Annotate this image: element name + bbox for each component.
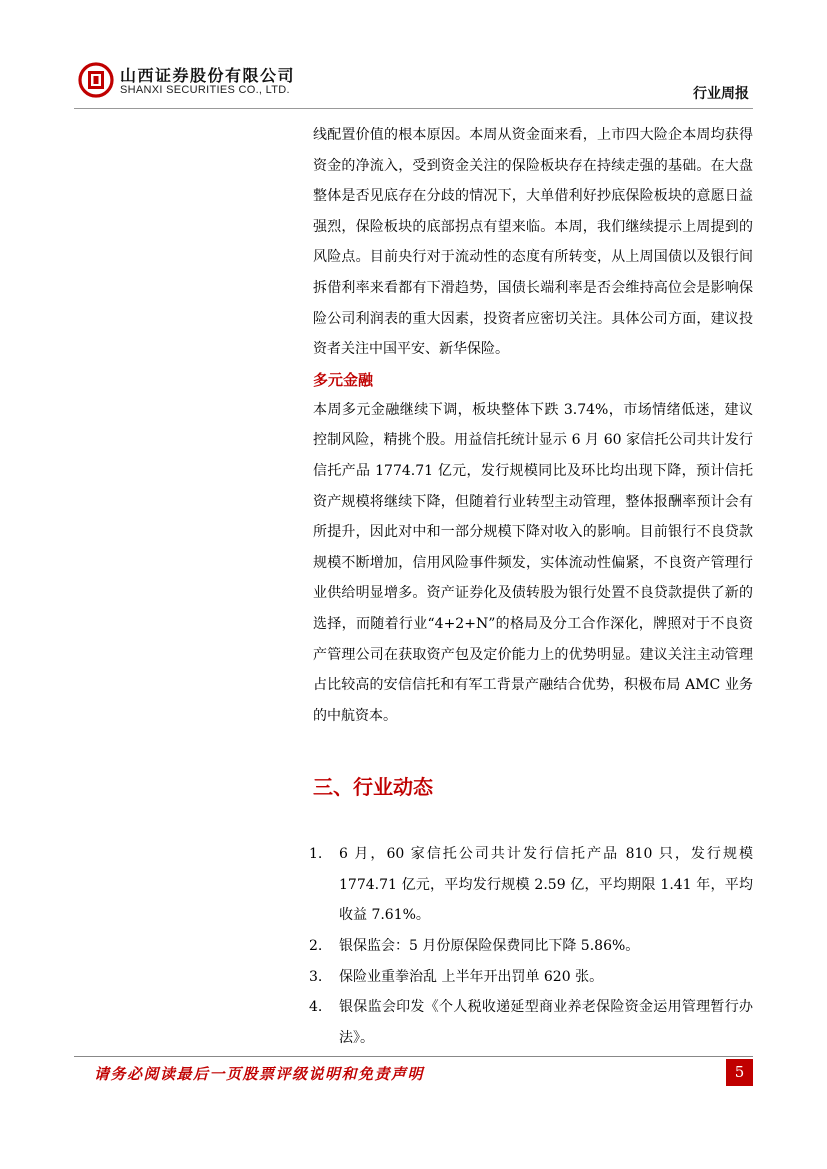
news-text: 银保监会印发《个人税收递延型商业养老保险资金运用管理暂行办法》。	[339, 999, 753, 1046]
company-name-cn: 山西证券股份有限公司	[120, 66, 296, 85]
news-text: 银保监会：5 月份原保险保费同比下降 5.86%。	[339, 938, 640, 955]
news-text: 保险业重拳治乱 上半年开出罚单 620 张。	[339, 968, 604, 985]
footer-divider	[74, 1056, 753, 1057]
industry-news-heading: 三、行业动态	[313, 775, 433, 800]
news-number: 4.	[309, 999, 323, 1016]
news-number: 3.	[309, 968, 323, 985]
disclaimer-note: 请务必阅读最后一页股票评级说明和免责声明	[94, 1065, 425, 1083]
diversified-finance-heading: 多元金融	[313, 370, 374, 389]
main-content	[309, 120, 753, 1053]
header-divider	[74, 108, 753, 109]
news-item	[309, 839, 753, 931]
news-item	[309, 992, 753, 1053]
company-logo-icon	[78, 62, 114, 98]
news-item	[309, 931, 753, 962]
news-number: 1.	[309, 846, 323, 863]
news-item	[309, 962, 753, 993]
report-type: 行业周报	[693, 86, 749, 102]
news-text: 6 月，60 家信托公司共计发行信托产品 810 只，发行规模 1774.71 亿元，平均发行规模 2.59 亿，平均期限 1.41 年，平均收益 7.61%。	[339, 846, 753, 924]
industry-news-list	[309, 839, 753, 1053]
company-name-en: SHANXI SECURITIES CO., LTD.	[120, 84, 290, 96]
diversified-finance-paragraph: 本周多元金融继续下调，板块整体下跌 3.74%，市场情绪低迷，建议控制风险，精挑个股。用益信托统计显示 6 月 60 家信托公司共计发行信托产品 1774.71 亿元，发行规模同比及环比均出现下降，预计信托资产规模将继续下降，但随着行业转型主动管理，整体报酬率预计会有所提升，因此对中和一部分规模下降对收入的影响。目前银行不良贷款规模不断增加，信用风险事件频发，实体流动性偏紧，不良资产管理行业供给明显增多。资产证券化及债转股为银行处置不良贷款提供了新的选择，而随着行业“4+2+N”的格局及分工合作深化，牌照对于不良资产管理公司在获取资产包及定价能力上的优势明显。建议关注主动管理占比较高的安信信托和有军工背景产融结合优势，积极布局 AMC 业务的中航资本。	[313, 401, 753, 724]
page-number: 5	[726, 1059, 753, 1086]
news-number: 2.	[309, 938, 323, 955]
insurance-paragraph: 线配置价值的根本原因。本周从资金面来看，上市四大险企本周均获得资金的净流入，受到资金关注的保险板块存在持续走强的基础。在大盘整体是否见底存在分歧的情况下，大单借利好抄底保险板块的意愿日益强烈，保险板块的底部拐点有望来临。本周，我们继续提示上周提到的风险点。目前央行对于流动性的态度有所转变，从上周国债以及银行间拆借利率来看都有下滑趋势，国债长端利率是否会维持高位会是影响保险公司利润表的重大因素，投资者应密切关注。具体公司方面，建议投资者关注中国平安、新华保险。	[313, 127, 753, 358]
